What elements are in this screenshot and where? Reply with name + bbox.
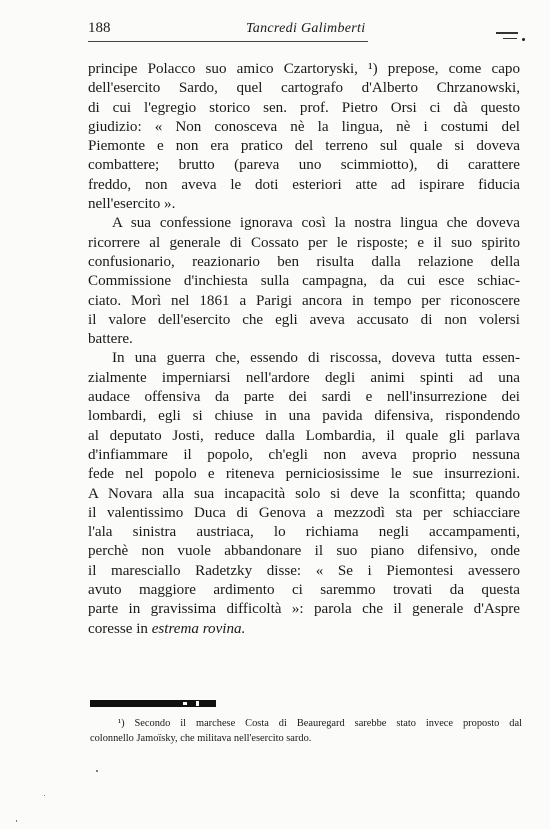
footnote	[90, 716, 522, 746]
italic-phrase: estrema rovina.	[151, 620, 246, 637]
page-number: 188	[88, 20, 111, 36]
text-line: avuto maggiore ardimento ci saremmo trovati da questa	[88, 582, 520, 599]
text-line: dell'esercito Sardo, quel cartografo d'Alberto Chrzanowski,	[88, 80, 520, 97]
footnote-line: colonnello Jamoïsky, che militava nell'esercito sardo.	[90, 733, 312, 744]
text-line: giudizio: « Non conosceva nè la lingua, nè i costumi del	[88, 118, 520, 135]
footnote-rule-gap	[196, 701, 199, 706]
text-line	[88, 620, 520, 639]
text-line: il maresciallo Radetzky disse: « Se i Piemontesi avessero	[88, 562, 520, 579]
text-line: al deputato Josti, reduce dalla Lombardia, il quale gli parlava	[88, 427, 520, 444]
text-line: fede nel popolo e riteneva perniciosissime le sue insurrezioni.	[88, 466, 520, 483]
text-line: il valentissimo Duca di Genova a mezzodì sta per schiacciare	[88, 504, 520, 521]
text-line: principe Polacco suo amico Czartoryski, ¹) prepose, come capo	[88, 61, 520, 77]
text-line: parte in gravissima difficoltà »: parola che il generale d'Aspre	[88, 601, 520, 618]
footnote-line: ¹) Secondo il marchese Costa di Beauregard sarebbe stato invece proposto dal	[118, 718, 522, 729]
text-fragment: coresse in	[88, 620, 148, 637]
text-line: perchè non vuole abbandonare il suo piano difensivo, onde	[88, 543, 520, 560]
text-line: A Novara alla sua incapacità solo si deve la sconfitta; quando	[88, 485, 520, 502]
scan-speck	[44, 795, 45, 796]
text-line: combattere; brutto (pareva uno scimmiotto), di carattere	[88, 157, 520, 174]
text-line: nell'esercito ».	[88, 196, 176, 213]
text-line: audace offensiva da parte dei sardi e nell'insurrezione dei	[88, 389, 520, 406]
text-line: l'ala sinistra austriaca, lo richiama negli accampamenti,	[88, 524, 520, 541]
text-line: il valore dell'esercito che egli aveva accusato di non volersi	[88, 311, 520, 328]
printer-mark	[496, 32, 518, 34]
text-line: ciato. Morì nel 1861 a Parigi ancora in tempo per riconoscere	[88, 292, 520, 309]
running-title: Tancredi Galimberti	[246, 21, 366, 36]
printer-dot	[522, 38, 525, 41]
scan-speck	[96, 770, 98, 772]
body-text	[88, 60, 520, 639]
text-line: lombardi, egli si chiuse in una pavida difensiva, rispondendo	[88, 408, 520, 425]
page-header	[88, 20, 528, 40]
text-line: Piemonte e non era pratico del terreno sul quale si doveva	[88, 138, 520, 155]
text-line: battere.	[88, 331, 133, 348]
header-rule	[88, 41, 368, 42]
text-line: d'infiammare il popolo, ch'egli non aveva proprio nessuna	[88, 446, 520, 463]
printer-mark-small	[503, 38, 517, 39]
text-line: di cui l'egregio storico sen. prof. Pietro Orsi ci dà questo	[88, 99, 520, 116]
text-line: zialmente imperniarsi nell'ardore degli animi spinti ad una	[88, 369, 520, 386]
text-line: confusionario, reazionario ben risulta dalla relazione della	[88, 253, 520, 270]
paragraph-start: A sua confessione ignorava così la nostra lingua che doveva	[112, 215, 520, 232]
paragraph-start: In una guerra che, essendo di riscossa, doveva tutta essen-	[112, 350, 520, 367]
footnote-rule-gap	[183, 702, 187, 705]
scan-speck	[16, 820, 17, 822]
text-line: Commissione d'inchiesta sulla campagna, da cui esce schiac-	[88, 273, 520, 290]
text-line: ricorrere al generale di Cossato per le risposte; e il suo spirito	[88, 234, 520, 251]
text-line: freddo, non aveva le doti esteriori atte ad ispirare fiducia	[88, 176, 520, 193]
